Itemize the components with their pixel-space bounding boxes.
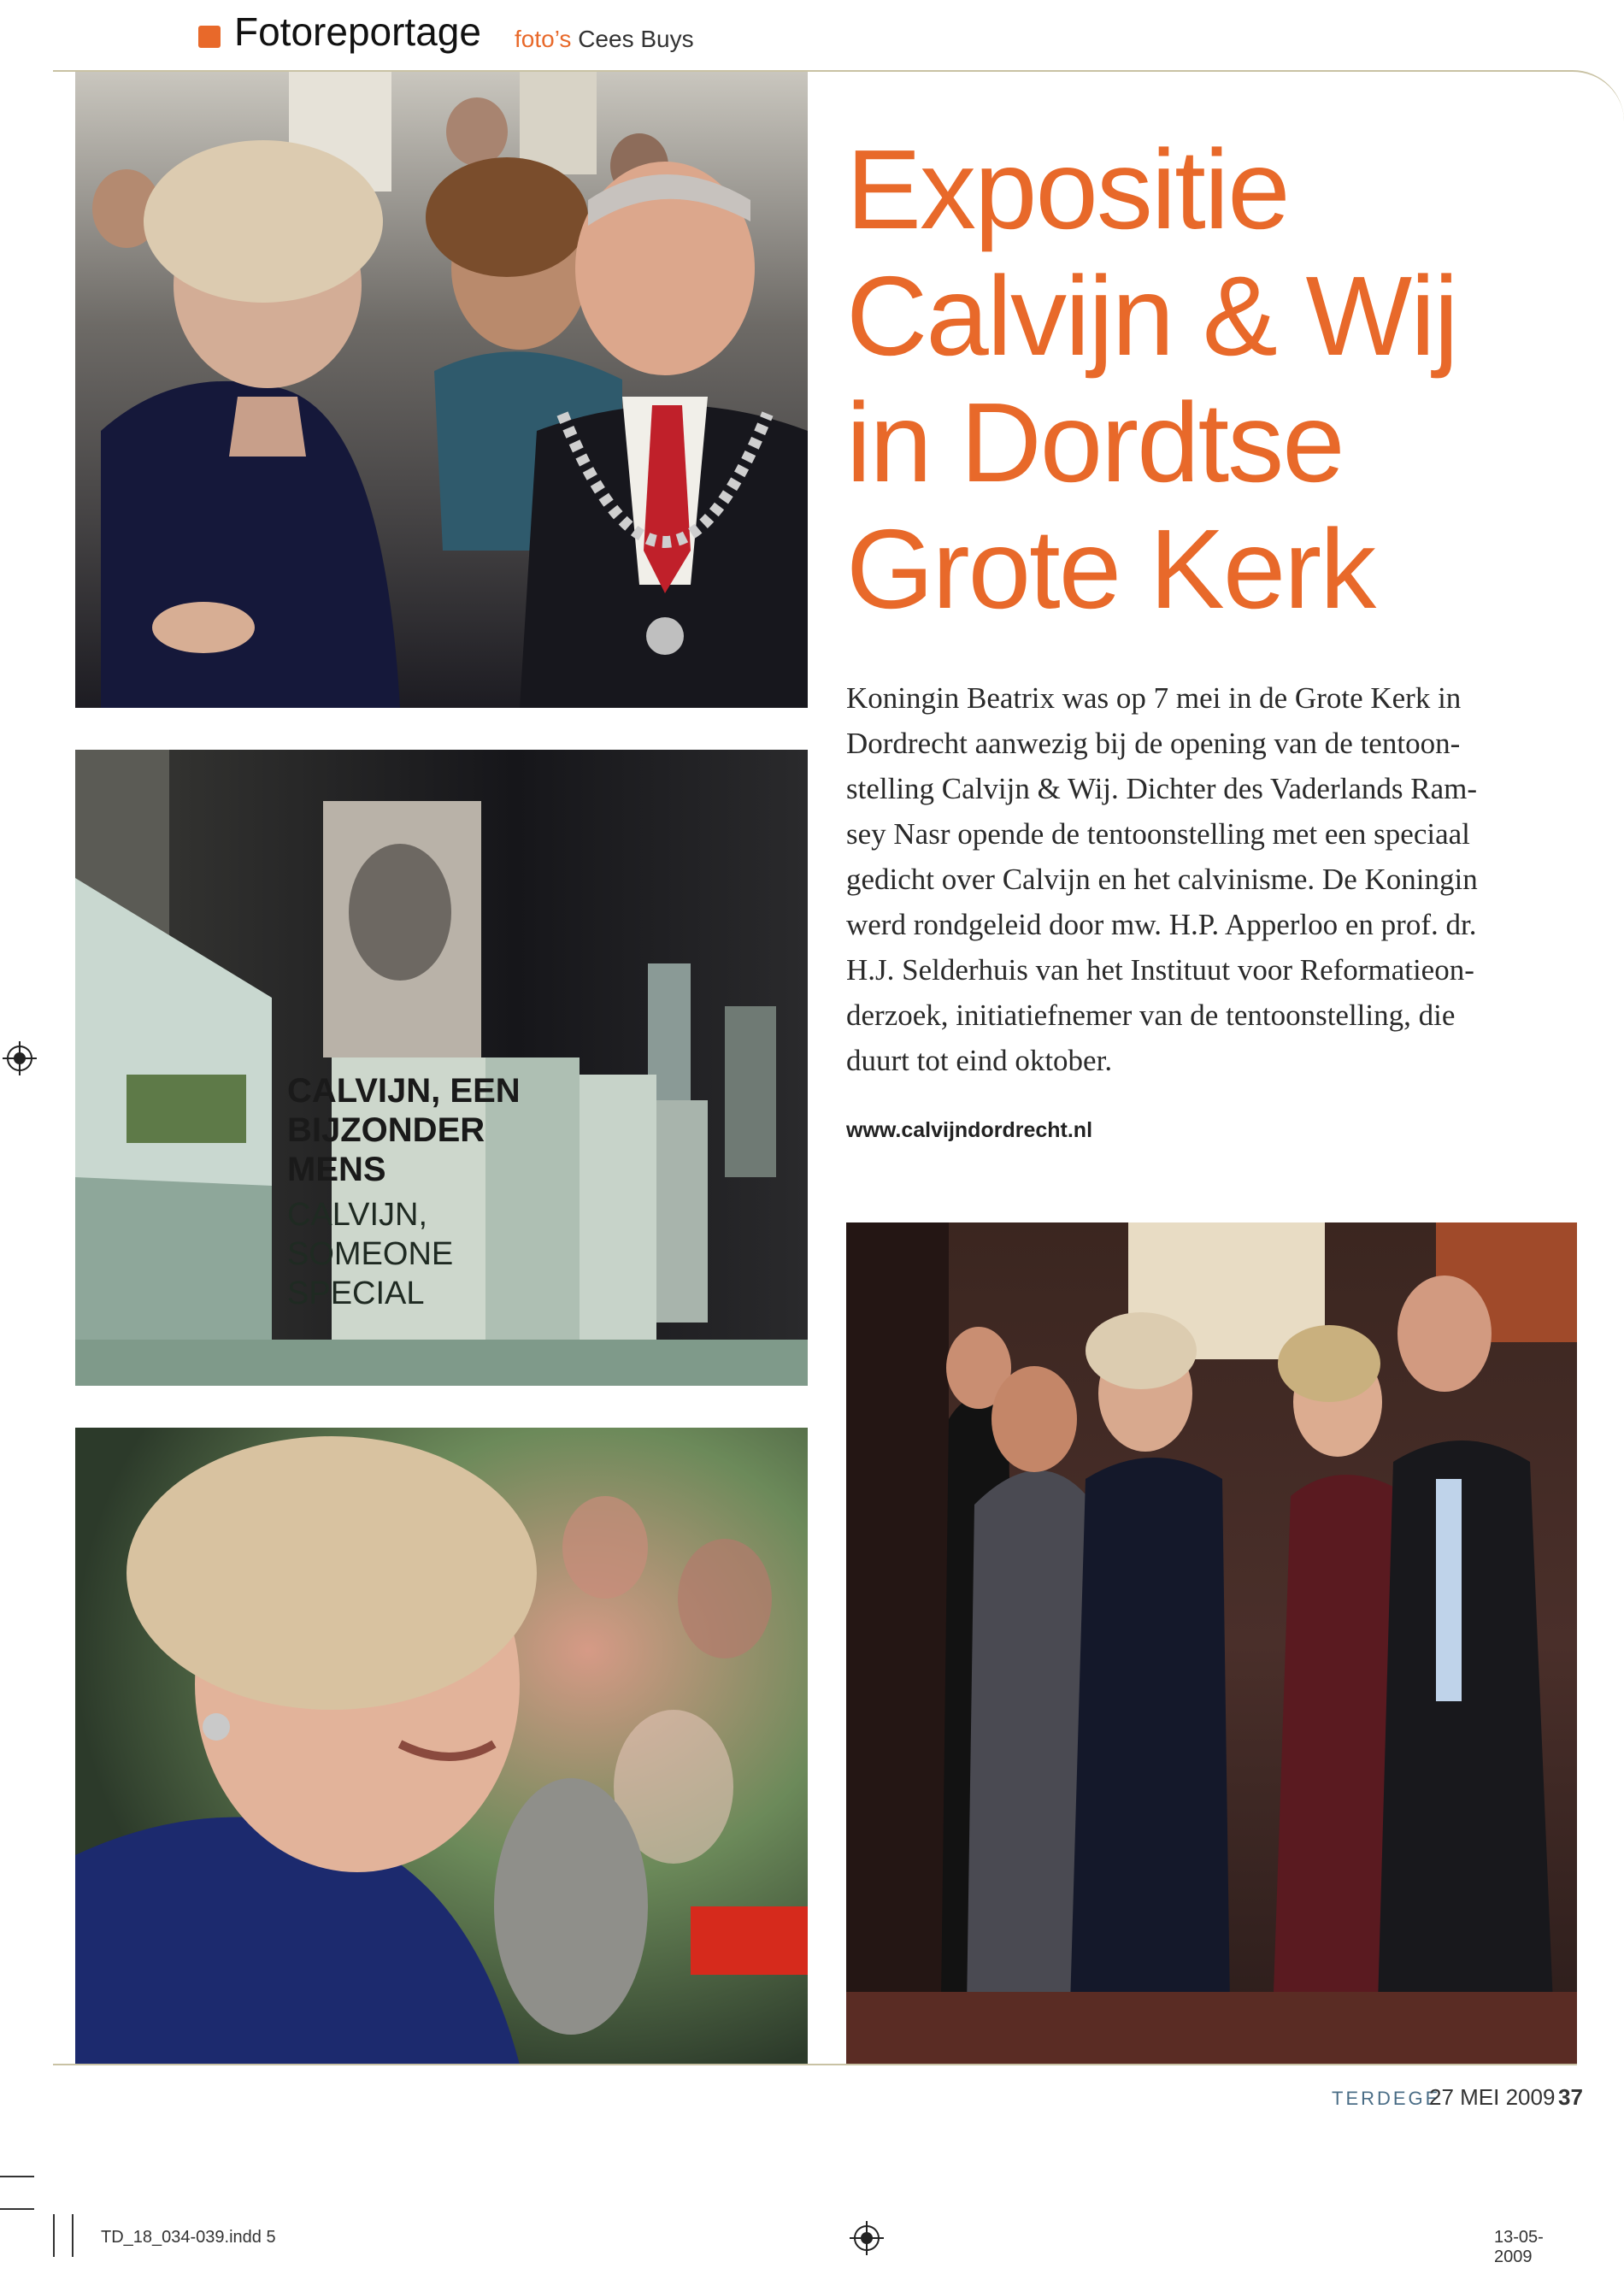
footer-rule [53,2064,1577,2065]
registration-mark-icon [850,2221,884,2255]
header-rule-curve [1453,70,1624,121]
exhibit-text-line: CALVIJN, [287,1197,428,1233]
crop-mark [0,2208,34,2210]
exhibit-text-line: CALVIJN, EEN [287,1072,521,1110]
exhibit-text-line: SOMEONE [287,1236,454,1272]
photo-queen-tour [846,1222,1577,2065]
crop-mark [72,2214,74,2257]
body-line: H.J. Selderhuis van het Instituut voor Reformatieon- [846,953,1474,987]
headline-line: Calvijn & Wij [846,253,1457,379]
slug-date: 13-05-2009 [1494,2228,1544,2266]
body-line: gedicht over Calvijn en het calvinisme. De Koningin [846,863,1478,896]
photo-credit-label: foto’s [515,26,572,52]
headline-line: in Dordtse [846,380,1344,505]
headline-line: Expositie [846,127,1289,252]
exhibit-text-line: MENS [287,1151,386,1188]
article-body [846,675,1515,1083]
body-line: derzoek, initiatiefnemer van de tentoonstelling, die [846,999,1456,1032]
section-marker [198,26,221,48]
slug-filename: TD_18_034-039.indd 5 [101,2228,276,2247]
body-line: werd rondgeleid door mw. H.P. Apperloo en prof. dr. [846,908,1477,941]
body-line: sey Nasr opende de tentoonstelling met een speciaal [846,817,1470,851]
photo-exhibition-interior [75,750,808,1386]
crop-mark [0,2176,34,2177]
body-line: Dordrecht aanwezig bij de opening van de tentoon- [846,727,1461,760]
photo-credit [515,26,694,53]
photo-queen-portrait [75,1428,808,2065]
headline-line: Grote Kerk [846,506,1375,632]
body-line: Koningin Beatrix was op 7 mei in de Grote Kerk in [846,681,1462,715]
page-number: 37 [1558,2084,1583,2110]
body-line: duurt tot eind oktober. [846,1044,1113,1077]
issue-date: 27 MEI 2009 [1429,2084,1556,2110]
exhibit-text-line: BIJZONDER [287,1111,485,1149]
website-link[interactable]: www.calvijndordrecht.nl [846,1118,1093,1142]
body-line: stelling Calvijn & Wij. Dichter des Vaderlands Ram- [846,772,1478,805]
crop-mark [53,2214,55,2257]
photographer-name: Cees Buys [578,26,694,52]
article-headline [846,127,1530,633]
magazine-name: TERDEGE [1332,2088,1441,2109]
exhibit-text-line: SPECIAL [287,1275,425,1311]
registration-mark-icon [3,1041,37,1075]
photo-queen-and-mayor [75,72,808,708]
section-title: Fotoreportage [234,9,481,54]
